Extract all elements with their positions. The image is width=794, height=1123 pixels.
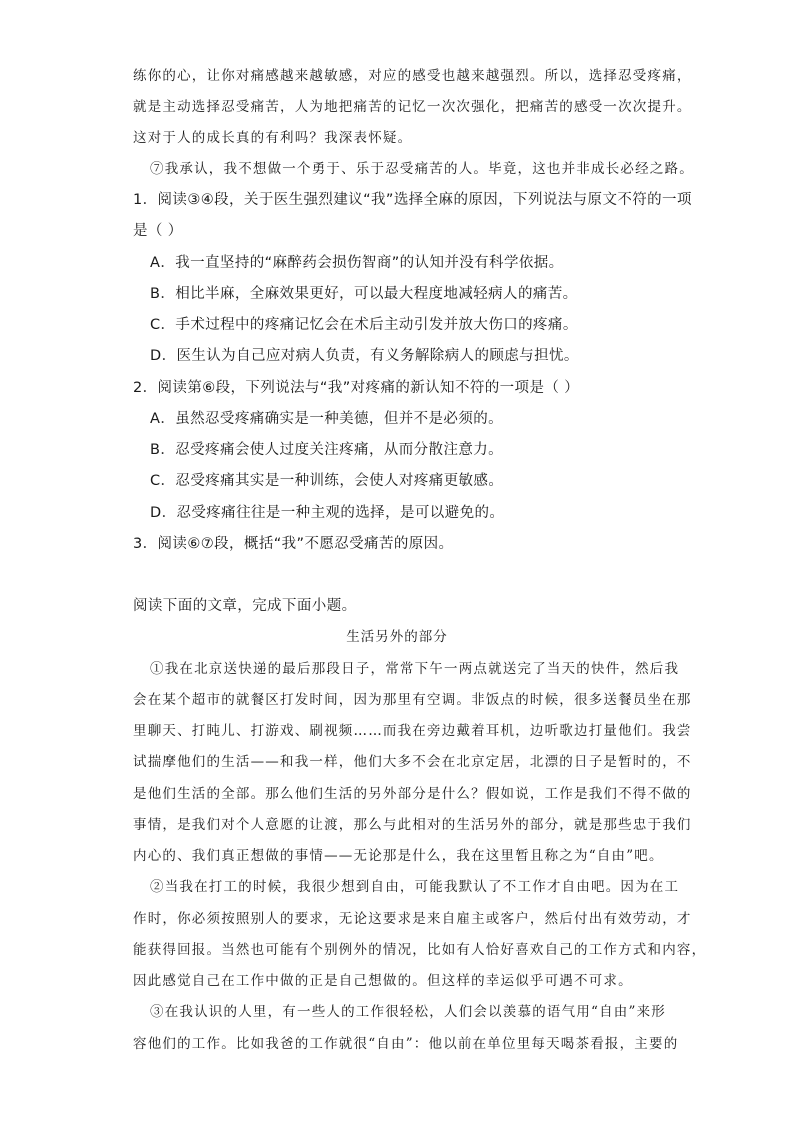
question-2-option-c: C．忍受疼痛其实是一种训练，会使人对疼痛更敏感。 [150, 473, 504, 489]
question-2-option-a: A．虽然忍受疼痛确实是一种美德，但并不是必须的。 [150, 411, 504, 427]
question-2-option-b: B．忍受疼痛会使人过度关注疼痛，从而分散注意力。 [150, 442, 504, 458]
question-1-option-d: D．医生认为自己应对病人负责，有义务解除病人的顾虑与担忧。 [150, 348, 579, 364]
article-line: 作时，你必须按照别人的要求，无论这要求是来自雇主或客户，然后付出有效劳动，才 [133, 911, 692, 927]
question-1-stem: 1．阅读③④段，关于医生强烈建议“我”选择全麻的原因，下列说法与原文不符的一项 [133, 192, 692, 208]
article-line: 事情，是我们对个人意愿的让渡，那么与此相对的生活另外的部分，就是那些忠于我们 [133, 817, 692, 833]
article-paragraph-2: ②当我在打工的时候，我很少想到自由，可能我默认了不工作才自由吧。因为在工 [150, 879, 680, 895]
question-1-stem-cont: 是（ ） [133, 223, 183, 239]
article-line: 试揣摩他们的生活——和我一样，他们大多不会在北京定居，北漂的日子是暂时的，不 [133, 754, 692, 770]
article-line: 容他们的工作。比如我爸的工作就很“自由”：他以前在单位里每天喝茶看报，主要的 [133, 1036, 679, 1052]
article-title: 生活另外的部分 [346, 629, 448, 645]
article-paragraph-1: ①我在北京送快递的最后那段日子，常常下午一两点就送完了当天的快件，然后我 [150, 661, 680, 677]
article-paragraph-3: ③在我认识的人里，有一些人的工作很轻松，人们会以羡慕的语气用“自由”来形 [150, 1004, 667, 1020]
article-line: 内心的、我们真正想做的事情——无论那是什么，我在这里暂且称之为“自由”吧。 [133, 848, 664, 864]
question-1-option-b: B．相比半麻，全麻效果更好，可以最大程度地减轻病人的痛苦。 [150, 286, 578, 302]
passage1-paragraph-7: ⑦我承认，我不想做一个勇于、乐于忍受痛苦的人。毕竟，这也并非成长必经之路。 [150, 161, 694, 177]
passage1-line: 练你的心，让你对痛感越来越敏感，对应的感受也越来越强烈。所以，选择忍受疼痛， [133, 68, 692, 84]
article-line: 能获得回报。当然也可能有个别例外的情况，比如有人恰好喜欢自己的工作方式和内容， [133, 942, 707, 958]
question-1-option-a: A．我一直坚持的“麻醉药会损伤智商”的认知并没有科学依据。 [150, 255, 564, 271]
article-line: 会在某个超市的就餐区打发时间，因为那里有空调。非饭点的时候，很多送餐员坐在那 [133, 692, 692, 708]
question-3-stem: 3．阅读⑥⑦段，概括“我”不愿忍受痛苦的原因。 [133, 536, 454, 552]
article-line: 因此感觉自己在工作中做的正是自己想做的。但这样的幸运似乎可遇不可求。 [133, 973, 633, 989]
article-line: 是他们生活的全部。那么他们生活的另外部分是什么？假如说，工作是我们不得不做的 [133, 786, 692, 802]
question-2-option-d: D．忍受疼痛往往是一种主观的选择，是可以避免的。 [150, 505, 505, 521]
passage1-line: 这对于人的成长真的有利吗？我深表怀疑。 [133, 130, 413, 146]
reading-instruction: 阅读下面的文章，完成下面小题。 [133, 598, 357, 614]
passage1-line: 就是主动选择忍受痛苦，人为地把痛苦的记忆一次次强化，把痛苦的感受一次次提升。 [133, 99, 692, 115]
question-1-option-c: C．手术过程中的疼痛记忆会在术后主动引发并放大伤口的疼痛。 [150, 317, 578, 333]
question-2-stem: 2．阅读第⑥段，下列说法与“我”对疼痛的新认知不符的一项是（ ） [133, 380, 580, 396]
article-line: 里聊天、打盹儿、打游戏、刷视频……而我在旁边戴着耳机，边听歌边打量他们。我尝 [133, 723, 692, 739]
